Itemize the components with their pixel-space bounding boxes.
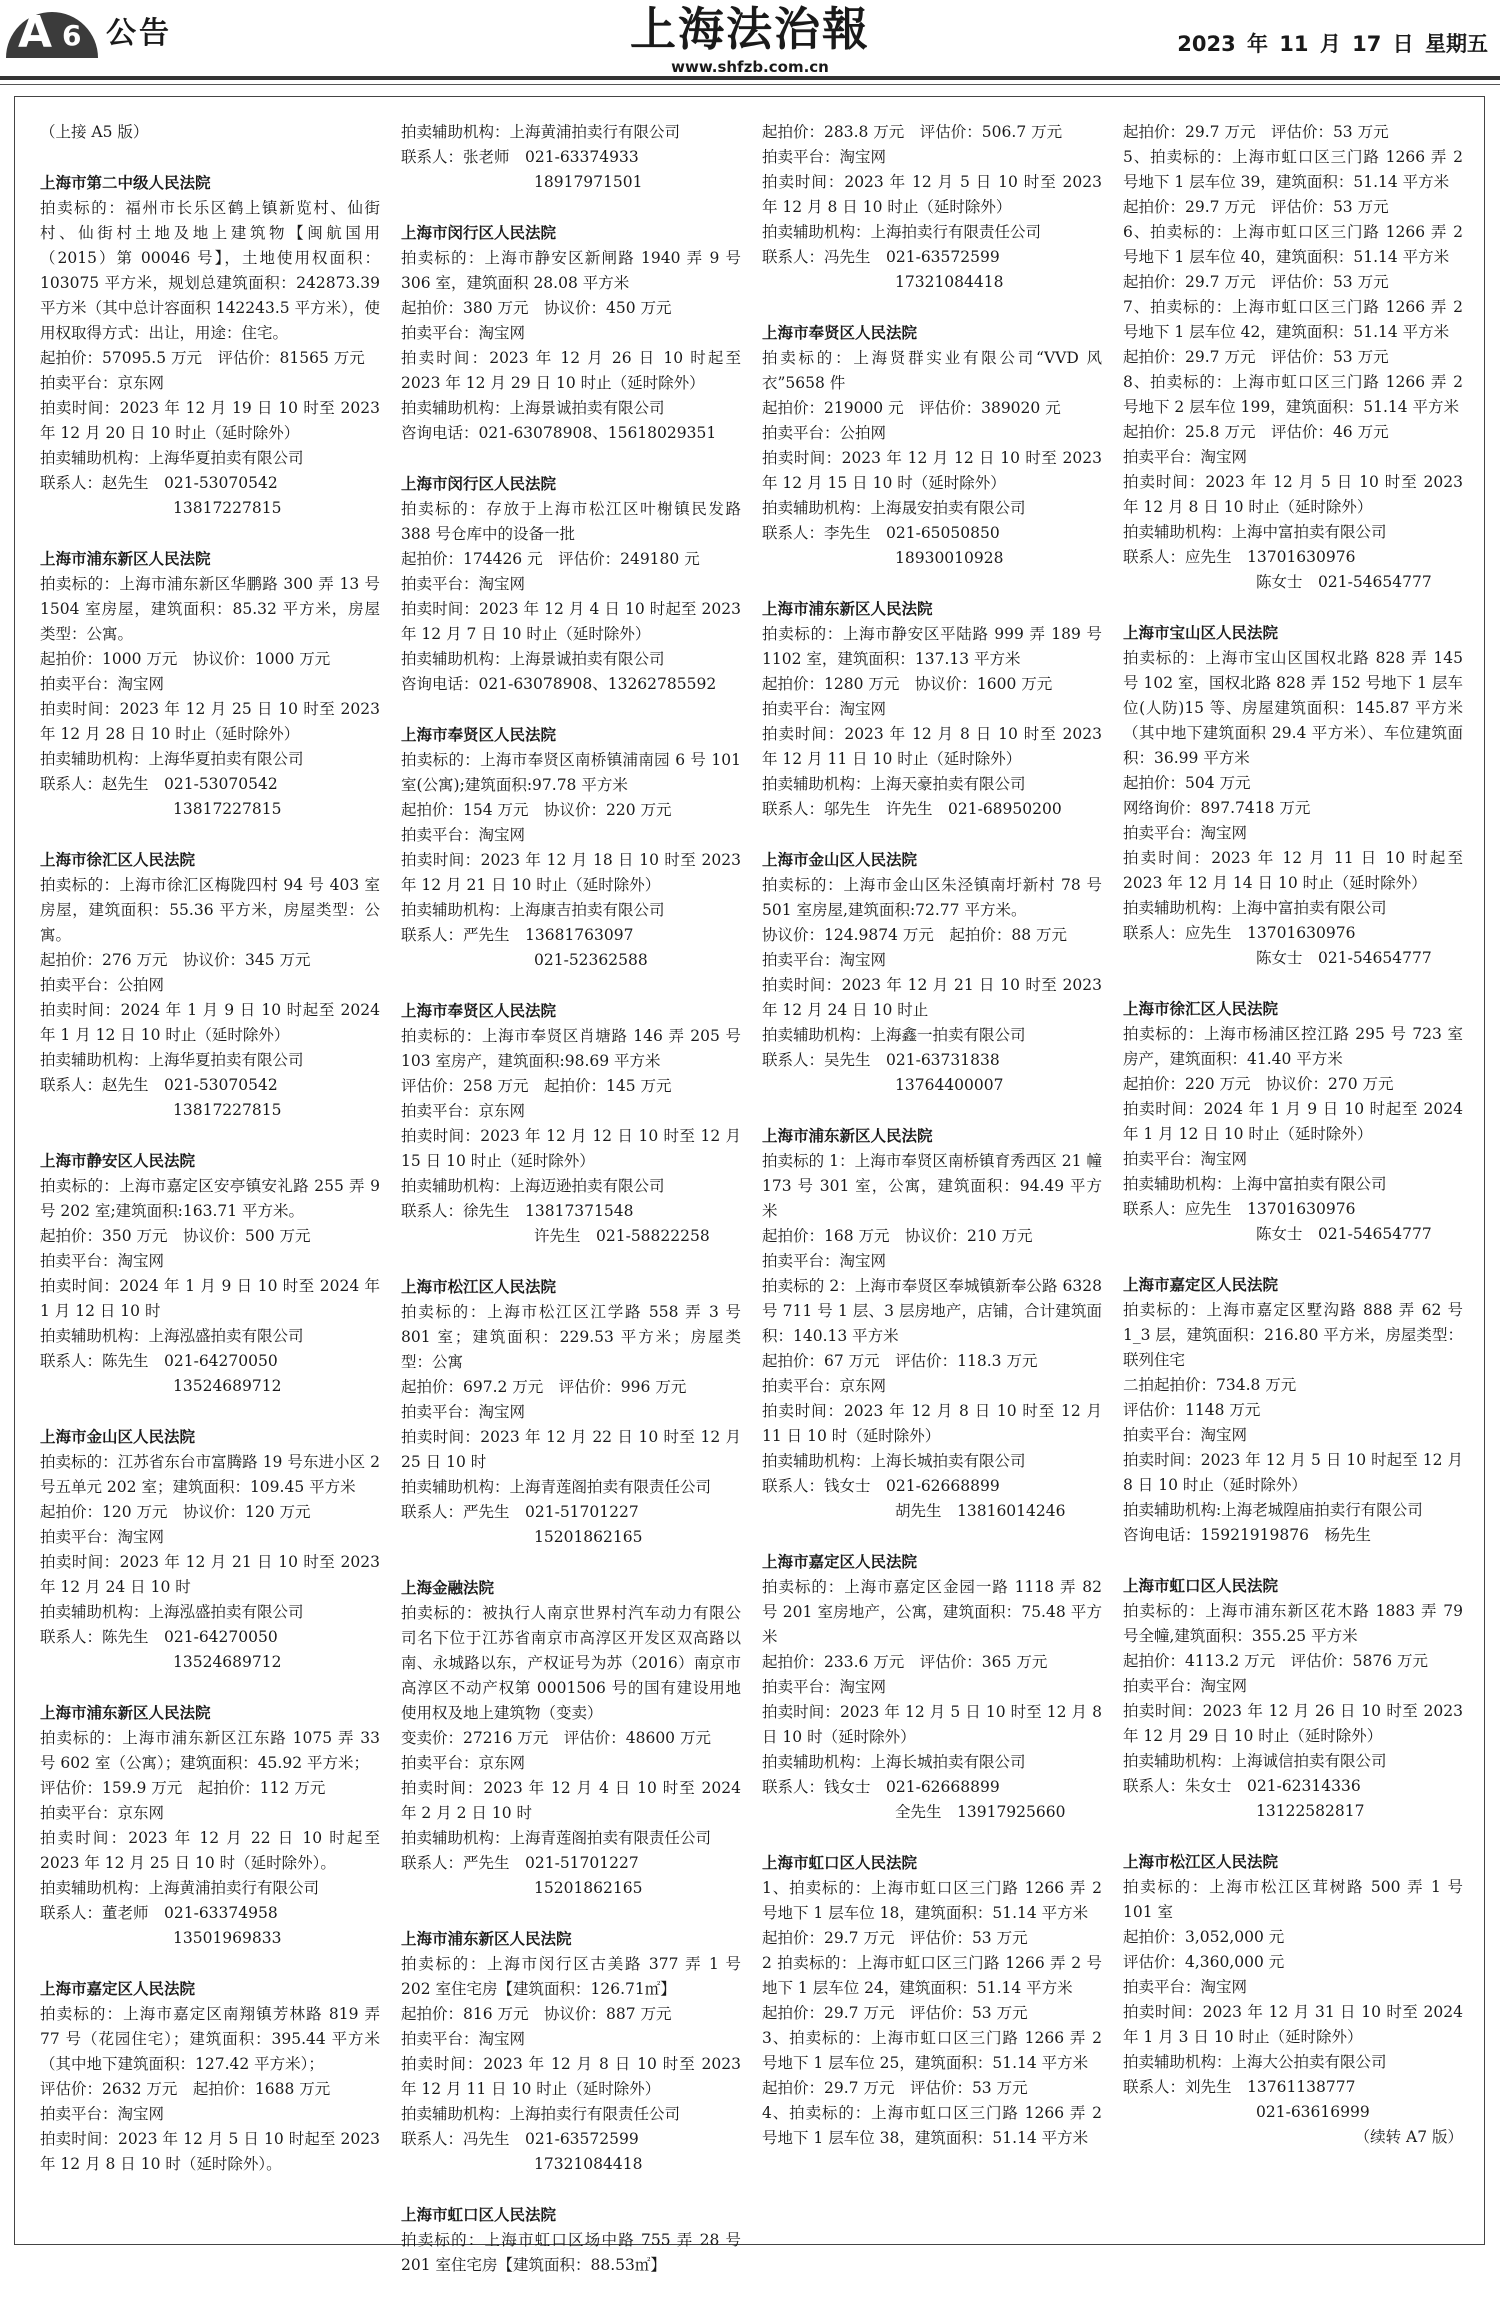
notice-line: 拍卖时间：2023 年 12 月 5 日 10 时起至 2023 年 12 月 8 日 10 时（延时除外）。 xyxy=(40,2130,380,2173)
contact-continuation: 13122582817 xyxy=(1256,1802,1365,1820)
notice-block xyxy=(401,1927,741,2177)
notice-line: 拍卖时间：2023 年 12 月 22 日 10 时至 12 月 25 日 10 时 xyxy=(401,1428,741,1471)
contact-continuation: 陈女士 021-54654777 xyxy=(1256,1225,1432,1243)
notice-line: 咨询电话：021-63078908、13262785592 xyxy=(401,675,717,693)
notice-line: 拍卖辅助机构:上海老城隍庙拍卖行有限公司 xyxy=(1123,1501,1423,1519)
court-name: 上海市松江区人民法院 xyxy=(401,1278,557,1296)
notice-block xyxy=(40,1977,380,2177)
notice-line: 拍卖时间：2024 年 1 月 9 日 10 时起至 2024 年 1 月 12 日 10 时止（延时除外） xyxy=(40,1001,380,1044)
notice-line: （上接 A5 版） xyxy=(40,123,149,141)
contact-continuation: 15201862165 xyxy=(534,1528,643,1546)
notice-line: 拍卖时间：2023 年 12 月 26 日 10 时起至 2023 年 12 月 29 日 10 时止（延时除外） xyxy=(401,349,741,392)
notice-line: 联系人：应先生 13701630976 xyxy=(1123,1200,1356,1218)
contact-continuation: 17321084418 xyxy=(534,2155,643,2173)
notice-block xyxy=(401,221,741,446)
notice-line: 拍卖时间：2023 年 12 月 25 日 10 时至 2023 年 12 月 28 日 10 时止（延时除外） xyxy=(40,700,380,743)
notice-line: 拍卖辅助机构：上海景诚拍卖有限公司 xyxy=(401,399,665,417)
notice-line: 联系人：应先生 13701630976 xyxy=(1123,548,1356,566)
court-name: 上海市浦东新区人民法院 xyxy=(762,1127,933,1145)
contact-continuation: 13524689712 xyxy=(173,1377,282,1395)
notice-line: 拍卖平台：淘宝网 xyxy=(401,324,526,342)
court-name: 上海市虹口区人民法院 xyxy=(1123,1577,1279,1595)
notice-line: 起拍价：29.7 万元 评估价：53 万元 xyxy=(762,1929,1028,1947)
contact-continuation: 13817227815 xyxy=(173,800,282,818)
notice-line: 评估价：258 万元 起拍价：145 万元 xyxy=(401,1077,672,1095)
notice-line: 起拍价：29.7 万元 评估价：53 万元 xyxy=(1123,123,1389,141)
notice-line: 拍卖辅助机构：上海拍卖行有限责任公司 xyxy=(401,2105,681,2123)
contact-continuation: 13817227815 xyxy=(173,1101,282,1119)
notice-line: 起拍价：380 万元 协议价：450 万元 xyxy=(401,299,672,317)
notice-block xyxy=(1123,1574,1463,1824)
notice-line: 拍卖辅助机构：上海泓盛拍卖有限公司 xyxy=(40,1603,304,1621)
notice-line: 拍卖辅助机构：上海诚信拍卖有限公司 xyxy=(1123,1752,1387,1770)
notice-line: 拍卖辅助机构：上海华夏拍卖有限公司 xyxy=(40,449,304,467)
notice-line: 拍卖时间：2023 年 12 月 19 日 10 时至 2023 年 12 月 20 日 10 时止（延时除外） xyxy=(40,399,380,442)
notice-line: 起拍价：219000 元 评估价：389020 元 xyxy=(762,399,1061,417)
notice-line: 拍卖辅助机构：上海长城拍卖有限公司 xyxy=(762,1452,1026,1470)
notice-line: 拍卖辅助机构：上海黄浦拍卖行有限公司 xyxy=(401,123,681,141)
court-name: 上海市闵行区人民法院 xyxy=(401,475,557,493)
notice-block xyxy=(401,999,741,1249)
notice-line: 拍卖标的：上海市嘉定区安亭镇安礼路 255 弄 9 号 202 室;建筑面积:163.71 平方米。 xyxy=(40,1177,380,1220)
page-letter: A xyxy=(18,7,53,58)
contact-continuation: 17321084418 xyxy=(895,273,1004,291)
notice-line: 拍卖标的：上海市奉贤区肖塘路 146 弄 205 号 103 室房产，建筑面积:98.69 平方米 xyxy=(401,1027,741,1070)
notice-line: 拍卖辅助机构：上海长城拍卖有限公司 xyxy=(762,1753,1026,1771)
notice-line: 拍卖时间：2023 年 12 月 21 日 10 时至 2023 年 12 月 24 日 10 时止 xyxy=(762,976,1102,1019)
notice-line: 拍卖平台：淘宝网 xyxy=(762,1252,887,1270)
notice-line: 评估价：2632 万元 起拍价：1688 万元 xyxy=(40,2080,331,2098)
notice-line: 拍卖时间：2024 年 1 月 9 日 10 时至 2024 年 1 月 12 日 10 时 xyxy=(40,1277,380,1320)
notice-line: 拍卖标的：上海市嘉定区南翔镇芳林路 819 弄 77 号（花园住宅）；建筑面积：395.44 平方米（其中地下建筑面积：127.42 平方米）； xyxy=(40,2005,380,2073)
notice-line: 拍卖时间：2023 年 12 月 5 日 10 时至 2023 年 12 月 8 日 10 时止（延时除外） xyxy=(762,173,1102,216)
notice-line: 拍卖时间：2023 年 12 月 8 日 10 时至 2023 年 12 月 11 日 10 时止（延时除外） xyxy=(762,725,1102,768)
notice-block xyxy=(40,848,380,1123)
notice-line: 拍卖标的：上海市静安区平陆路 999 弄 189 号 1102 室，建筑面积：137.13 平方米 xyxy=(762,625,1102,668)
notice-block xyxy=(762,1851,1102,2151)
court-name: 上海市金山区人民法院 xyxy=(762,851,918,869)
notice-line: 联系人：赵先生 021-53070542 xyxy=(40,474,278,492)
notice-line: 6、拍卖标的：上海市虹口区三门路 1266 弄 2 号地下 1 层车位 40，建筑面积：51.14 平方米 xyxy=(1123,223,1463,266)
notice-line: 4、拍卖标的：上海市虹口区三门路 1266 弄 2 号地下 1 层车位 38，建筑面积：51.14 平方米 xyxy=(762,2104,1102,2147)
notice-line: 起拍价：29.7 万元 评估价：53 万元 xyxy=(762,2079,1028,2097)
notice-line: 拍卖辅助机构：上海拍卖行有限责任公司 xyxy=(762,223,1042,241)
notice-line: 网络询价：897.7418 万元 xyxy=(1123,799,1311,817)
notice-line: 拍卖时间：2023 年 12 月 21 日 10 时至 2023 年 12 月 24 日 10 时 xyxy=(40,1553,380,1596)
notice-line: 起拍价：283.8 万元 评估价：506.7 万元 xyxy=(762,123,1063,141)
notice-block xyxy=(40,1701,380,1951)
contact-continuation: 18930010928 xyxy=(895,549,1004,567)
court-name: 上海市嘉定区人民法院 xyxy=(1123,1276,1279,1294)
notice-line: 拍卖平台：淘宝网 xyxy=(1123,448,1248,466)
notice-line: 拍卖平台：淘宝网 xyxy=(1123,1426,1248,1444)
notice-line: 拍卖平台：京东网 xyxy=(401,1102,526,1120)
notice-line: 起拍价：816 万元 协议价：887 万元 xyxy=(401,2005,672,2023)
notice-line: 起拍价：168 万元 协议价：210 万元 xyxy=(762,1227,1033,1245)
notice-line: 变卖价：27216 万元 评估价：48600 万元 xyxy=(401,1729,711,1747)
notice-line: 拍卖标的：上海贤群实业有限公司“VVD 风衣”5658 件 xyxy=(762,349,1102,392)
notice-line: 拍卖标的：上海市浦东新区江东路 1075 弄 33 号 602 室（公寓）；建筑面积：45.92 平方米； xyxy=(40,1729,380,1772)
notice-line: 联系人：严先生 13681763097 xyxy=(401,926,634,944)
notice-block xyxy=(401,120,741,195)
notice-line: 拍卖平台：淘宝网 xyxy=(762,1678,887,1696)
contact-continuation: 13764400007 xyxy=(895,1076,1004,1094)
court-name: 上海市静安区人民法院 xyxy=(40,1152,196,1170)
notice-line: 起拍价：3,052,000 元 xyxy=(1123,1928,1285,1946)
notice-line: 拍卖平台：淘宝网 xyxy=(401,575,526,593)
notice-block xyxy=(40,547,380,822)
court-name: 上海市浦东新区人民法院 xyxy=(40,550,211,568)
contact-continuation: 15201862165 xyxy=(534,1879,643,1897)
page-number: 6 xyxy=(62,19,82,52)
notice-line: 联系人：严先生 021-51701227 xyxy=(401,1503,639,1521)
notice-line: 拍卖平台：京东网 xyxy=(401,1754,526,1772)
notice-line: 拍卖辅助机构：上海康吉拍卖有限公司 xyxy=(401,901,665,919)
notice-block xyxy=(40,1149,380,1399)
notice-line: 拍卖时间：2023 年 12 月 22 日 10 时起至 2023 年 12 月 25 日 10 时（延时除外）。 xyxy=(40,1829,380,1872)
notice-line: 拍卖时间：2023 年 12 月 8 日 10 时至 12 月 11 日 10 时（延时除外） xyxy=(762,1402,1102,1445)
notice-line: 拍卖辅助机构：上海景诚拍卖有限公司 xyxy=(401,650,665,668)
notice-line: 拍卖标的：上海市嘉定区墅沟路 888 弄 62 号 1_3 层，建筑面积：216.80 平方米，房屋类型：联列住宅 xyxy=(1123,1301,1463,1369)
notice-line: 拍卖标的：上海市闵行区古美路 377 弄 1 号 202 室住宅房【建筑面积：126.71㎡】 xyxy=(401,1955,741,1998)
notice-block xyxy=(1123,1273,1463,1548)
notice-line: 拍卖时间：2024 年 1 月 9 日 10 时起至 2024 年 1 月 12 日 10 时止（延时除外） xyxy=(1123,1100,1463,1143)
contact-continuation: 13817227815 xyxy=(173,499,282,517)
notice-line: 3、拍卖标的：上海市虹口区三门路 1266 弄 2 号地下 1 层车位 25，建筑面积：51.14 平方米 xyxy=(762,2029,1102,2072)
notice-line: 拍卖平台：淘宝网 xyxy=(401,1403,526,1421)
notice-line: 起拍价：29.7 万元 评估价：53 万元 xyxy=(1123,348,1389,366)
notice-line: 拍卖辅助机构：上海华夏拍卖有限公司 xyxy=(40,1051,304,1069)
notice-line: 拍卖标的 2：上海市奉贤区奉城镇新奉公路 6328 号 711 号 1 层、3 层房地产，店铺，合计建筑面积：140.13 平方米 xyxy=(762,1277,1102,1345)
notice-block xyxy=(762,1124,1102,1524)
notice-block xyxy=(40,1425,380,1675)
notice-line: 拍卖平台：京东网 xyxy=(762,1377,887,1395)
notice-line: 拍卖时间：2023 年 12 月 4 日 10 时起至 2023 年 12 月 7 日 10 时止（延时除外） xyxy=(401,600,741,643)
notice-line: 拍卖辅助机构：上海黄浦拍卖行有限公司 xyxy=(40,1879,320,1897)
notice-line: 起拍价：1000 万元 协议价：1000 万元 xyxy=(40,650,331,668)
notice-column-1 xyxy=(40,120,380,2203)
notice-line: 拍卖平台：淘宝网 xyxy=(401,826,526,844)
notice-line: 拍卖辅助机构：上海中富拍卖有限公司 xyxy=(1123,523,1387,541)
notice-block xyxy=(401,1275,741,1550)
notice-line: 拍卖标的：上海市宝山区国权北路 828 弄 145 号 102 室，国权北路 828 弄 152 号地下 1 层车位(人防)15 等、房屋建筑面积：145.87 平方米（其中地下建筑面积 29.4 平方米）、车位建筑面积：36.99 平方米 xyxy=(1123,649,1463,767)
notice-line: 2 拍卖标的：上海市虹口区三门路 1266 弄 2 号地下 1 层车位 24，建筑面积：51.14 平方米 xyxy=(762,1954,1102,1997)
section-title: 公告 xyxy=(106,16,172,51)
notice-line: 拍卖平台：京东网 xyxy=(40,374,165,392)
notice-line: 8、拍卖标的：上海市虹口区三门路 1266 弄 2 号地下 2 层车位 199，建筑面积：51.14 平方米 xyxy=(1123,373,1463,416)
contact-continuation: 021-63616999 xyxy=(1256,2103,1370,2121)
notice-block xyxy=(762,120,1102,295)
contact-continuation: 全先生 13917925660 xyxy=(895,1803,1066,1821)
notice-line: 起拍价：233.6 万元 评估价：365 万元 xyxy=(762,1653,1048,1671)
notice-line: 联系人：吴先生 021-63731838 xyxy=(762,1051,1000,1069)
notice-line: 拍卖标的 1：上海市奉贤区南桥镇育秀西区 21 幢 173 号 301 室，公寓，建筑面积：94.49 平方米 xyxy=(762,1152,1102,1220)
court-name: 上海市宝山区人民法院 xyxy=(1123,624,1279,642)
notice-line: 起拍价：67 万元 评估价：118.3 万元 xyxy=(762,1352,1038,1370)
notice-line: 拍卖平台：淘宝网 xyxy=(1123,1677,1248,1695)
notice-line: 拍卖时间：2023 年 12 月 11 日 10 时起至 2023 年 12 月 14 日 10 时止（延时除外） xyxy=(1123,849,1463,892)
notice-line: 咨询电话：15921919876 杨先生 xyxy=(1123,1526,1371,1544)
notice-line: 拍卖时间：2023 年 12 月 5 日 10 时至 2023 年 12 月 8 日 10 时止（延时除外） xyxy=(1123,473,1463,516)
notice-line: 起拍价：220 万元 协议价：270 万元 xyxy=(1123,1075,1394,1093)
notice-line: 拍卖标的：存放于上海市松江区叶榭镇民发路 388 号仓库中的设备一批 xyxy=(401,500,741,543)
notice-line: 联系人：冯先生 021-63572599 xyxy=(401,2130,639,2148)
notice-line: 联系人：冯先生 021-63572599 xyxy=(762,248,1000,266)
court-name: 上海市第二中级人民法院 xyxy=(40,174,211,192)
notice-line: 起拍价：276 万元 协议价：345 万元 xyxy=(40,951,311,969)
contact-continuation: 18917971501 xyxy=(534,173,643,191)
continuation-note: （续转 A7 版） xyxy=(1354,2128,1463,2146)
notice-column-3 xyxy=(762,120,1102,2177)
notice-line: 拍卖时间：2023 年 12 月 5 日 10 时起至 12 月 8 日 10 时止（延时除外） xyxy=(1123,1451,1463,1494)
notice-block xyxy=(1123,997,1463,1247)
notice-line: 联系人：朱女士 021-62314336 xyxy=(1123,1777,1361,1795)
contact-continuation: 许先生 021-58822258 xyxy=(534,1227,710,1245)
notice-block xyxy=(762,1550,1102,1825)
notice-line: 拍卖平台：淘宝网 xyxy=(40,1528,165,1546)
notice-line: 1、拍卖标的：上海市虹口区三门路 1266 弄 2 号地下 1 层车位 18，建筑面积：51.14 平方米 xyxy=(762,1879,1102,1922)
notice-line: 协议价：124.9874 万元 起拍价：88 万元 xyxy=(762,926,1068,944)
notice-line: 起拍价：174426 元 评估价：249180 元 xyxy=(401,550,700,568)
header-rule-thick xyxy=(0,76,1500,80)
contact-continuation: 13524689712 xyxy=(173,1653,282,1671)
notice-line: 拍卖标的：上海市金山区朱泾镇南圩新村 78 号 501 室房屋,建筑面积:72.77 平方米。 xyxy=(762,876,1102,919)
notice-line: 联系人：刘先生 13761138777 xyxy=(1123,2078,1356,2096)
notice-line: 拍卖辅助机构：上海中富拍卖有限公司 xyxy=(1123,899,1387,917)
website-url: www.shfzb.com.cn xyxy=(671,58,829,76)
notice-line: 二拍起拍价：734.8 万元 xyxy=(1123,1376,1297,1394)
notice-line: 拍卖平台：淘宝网 xyxy=(762,951,887,969)
notice-block xyxy=(1123,621,1463,971)
notice-block xyxy=(1123,120,1463,595)
notice-line: 拍卖平台：淘宝网 xyxy=(1123,824,1248,842)
notice-line: 评估价：1148 万元 xyxy=(1123,1401,1261,1419)
notice-block xyxy=(762,848,1102,1098)
notice-line: 起拍价：350 万元 协议价：500 万元 xyxy=(40,1227,311,1245)
notice-line: 7、拍卖标的：上海市虹口区三门路 1266 弄 2 号地下 1 层车位 42，建筑面积：51.14 平方米 xyxy=(1123,298,1463,341)
notice-line: 起拍价：697.2 万元 评估价：996 万元 xyxy=(401,1378,687,1396)
court-name: 上海市奉贤区人民法院 xyxy=(762,324,918,342)
court-name: 上海金融法院 xyxy=(401,1579,495,1597)
issue-date: 2023 年 11 月 17 日 星期五 xyxy=(1177,32,1488,56)
notice-line: 拍卖平台：公拍网 xyxy=(40,976,165,994)
court-name: 上海市浦东新区人民法院 xyxy=(762,600,933,618)
notice-line: 联系人：陈先生 021-64270050 xyxy=(40,1352,278,1370)
court-name: 上海市嘉定区人民法院 xyxy=(762,1553,918,1571)
contact-continuation: 13501969833 xyxy=(173,1929,282,1947)
notice-line: 拍卖辅助机构：上海天豪拍卖有限公司 xyxy=(762,775,1026,793)
notice-line: 联系人：严先生 021-51701227 xyxy=(401,1854,639,1872)
notice-line: 拍卖标的：上海市奉贤区南桥镇浦南园 6 号 101 室(公寓);建筑面积:97.78 平方米 xyxy=(401,751,741,794)
notice-line: 拍卖平台：淘宝网 xyxy=(1123,1978,1248,1996)
notice-line: 拍卖平台：淘宝网 xyxy=(40,1252,165,1270)
contact-continuation: 陈女士 021-54654777 xyxy=(1256,949,1432,967)
notice-line: 拍卖辅助机构：上海晟安拍卖有限公司 xyxy=(762,499,1026,517)
notice-line: 咨询电话：021-63078908、15618029351 xyxy=(401,424,717,442)
court-name: 上海市奉贤区人民法院 xyxy=(401,726,557,744)
notice-line: 5、拍卖标的：上海市虹口区三门路 1266 弄 2 号地下 1 层车位 39，建筑面积：51.14 平方米 xyxy=(1123,148,1463,191)
notice-line: 拍卖平台：淘宝网 xyxy=(40,2105,165,2123)
notice-line: 联系人：李先生 021-65050850 xyxy=(762,524,1000,542)
notice-line: 评估价：159.9 万元 起拍价：112 万元 xyxy=(40,1779,326,1797)
notice-block xyxy=(401,2203,741,2278)
court-name: 上海市徐汇区人民法院 xyxy=(40,851,196,869)
notice-line: 拍卖平台：淘宝网 xyxy=(401,2030,526,2048)
notice-line: 拍卖标的：上海市松江区茸树路 500 弄 1 号 101 室 xyxy=(1123,1878,1463,1921)
notice-line: 起拍价：504 万元 xyxy=(1123,774,1251,792)
court-name: 上海市奉贤区人民法院 xyxy=(401,1002,557,1020)
notice-line: 起拍价：1280 万元 协议价：1600 万元 xyxy=(762,675,1053,693)
notice-line: 起拍价：29.7 万元 评估价：53 万元 xyxy=(1123,273,1389,291)
notice-line: 拍卖时间：2023 年 12 月 12 日 10 时至 12 月 15 日 10 时止（延时除外） xyxy=(401,1127,741,1170)
notice-block xyxy=(762,597,1102,822)
notice-line: 拍卖辅助机构：上海中富拍卖有限公司 xyxy=(1123,1175,1387,1193)
notice-line: 联系人：邬先生 许先生 021-68950200 xyxy=(762,800,1062,818)
notice-line: 起拍价：4113.2 万元 评估价：5876 万元 xyxy=(1123,1652,1429,1670)
notice-line: 拍卖标的：上海市虹口区场中路 755 弄 28 号 201 室住宅房【建筑面积：88.53㎡】 xyxy=(401,2231,741,2274)
court-name: 上海市浦东新区人民法院 xyxy=(401,1930,572,1948)
notice-block xyxy=(762,321,1102,571)
notice-line: 联系人：钱女士 021-62668899 xyxy=(762,1477,1000,1495)
notice-line: 拍卖平台：京东网 xyxy=(40,1804,165,1822)
notice-line: 联系人：应先生 13701630976 xyxy=(1123,924,1356,942)
court-name: 上海市徐汇区人民法院 xyxy=(1123,1000,1279,1018)
notice-line: 起拍价：57095.5 万元 评估价：81565 万元 xyxy=(40,349,365,367)
page-number-badge xyxy=(6,4,106,60)
notice-line: 起拍价：29.7 万元 评估价：53 万元 xyxy=(762,2004,1028,2022)
masthead xyxy=(0,0,1500,75)
newspaper-logo: 上海法治報 xyxy=(630,2,870,56)
court-name: 上海市虹口区人民法院 xyxy=(401,2206,557,2224)
notice-line: 拍卖平台：淘宝网 xyxy=(762,700,887,718)
court-name: 上海市松江区人民法院 xyxy=(1123,1853,1279,1871)
court-name: 上海市金山区人民法院 xyxy=(40,1428,196,1446)
notice-line: 拍卖时间：2023 年 12 月 26 日 10 时至 2023 年 12 月 29 日 10 时止（延时除外） xyxy=(1123,1702,1463,1745)
notice-block xyxy=(1123,1850,1463,2150)
notice-column-2 xyxy=(401,120,741,2304)
notice-block xyxy=(40,171,380,521)
notice-line: 拍卖辅助机构：上海青莲阁拍卖有限责任公司 xyxy=(401,1829,712,1847)
notice-line: 拍卖标的：福州市长乐区鹤上镇新览村、仙街村、仙街村土地及地上建筑物【闽航国用（2015）第 00046 号】，土地使用权面积：103075 平方米，规划总建筑面积：242873.39 平方米（其中总计容面积 142243.5 平方米），使用权取得方式：出让，用途：住宅。 xyxy=(40,199,380,342)
notice-line: 起拍价：154 万元 协议价：220 万元 xyxy=(401,801,672,819)
notice-line: 联系人：陈先生 021-64270050 xyxy=(40,1628,278,1646)
notice-line: 评估价：4,360,000 元 xyxy=(1123,1953,1285,1971)
notice-line: 拍卖标的：上海市浦东新区花木路 1883 弄 79 号全幢,建筑面积：355.25 平方米 xyxy=(1123,1602,1463,1645)
notice-line: 拍卖时间：2023 年 12 月 8 日 10 时至 2023 年 12 月 11 日 10 时止（延时除外） xyxy=(401,2055,741,2098)
notice-line: 联系人：钱女士 021-62668899 xyxy=(762,1778,1000,1796)
notice-column-4 xyxy=(1123,120,1463,2176)
contact-continuation: 021-52362588 xyxy=(534,951,648,969)
notice-block xyxy=(401,723,741,973)
notice-line: 拍卖标的：被执行人南京世界村汽车动力有限公司名下位于江苏省南京市高淳区开发区双高路以南、永城路以东，产权证号为苏（2016）南京市高淳区不动产权第 0001506 号的国有建设用地使用权及地上建筑物（变卖） xyxy=(401,1604,741,1722)
contact-continuation: 胡先生 13816014246 xyxy=(895,1502,1066,1520)
notice-block xyxy=(401,472,741,697)
notice-line: 拍卖平台：淘宝网 xyxy=(1123,1150,1248,1168)
notice-line: 联系人：赵先生 021-53070542 xyxy=(40,775,278,793)
notice-line: 拍卖标的：江苏省东台市富腾路 19 号东进小区 2 号五单元 202 室；建筑面积：109.45 平方米 xyxy=(40,1453,380,1496)
notice-line: 起拍价：29.7 万元 评估价：53 万元 xyxy=(1123,198,1389,216)
notice-line: 拍卖标的：上海市浦东新区华鹏路 300 弄 13 号 1504 室房屋，建筑面积：85.32 平方米，房屋类型：公寓。 xyxy=(40,575,380,643)
notice-line: 拍卖时间：2023 年 12 月 5 日 10 时至 12 月 8 日 10 时（延时除外） xyxy=(762,1703,1102,1746)
notice-line: 拍卖平台：淘宝网 xyxy=(40,675,165,693)
court-name: 上海市嘉定区人民法院 xyxy=(40,1980,196,1998)
notice-line: 起拍价：120 万元 协议价：120 万元 xyxy=(40,1503,311,1521)
notice-line: 拍卖辅助机构：上海大公拍卖有限公司 xyxy=(1123,2053,1387,2071)
notice-line: 联系人：徐先生 13817371548 xyxy=(401,1202,634,1220)
notice-line: 拍卖辅助机构：上海鑫一拍卖有限公司 xyxy=(762,1026,1026,1044)
notice-line: 拍卖时间：2023 年 12 月 18 日 10 时至 2023 年 12 月 21 日 10 时止（延时除外） xyxy=(401,851,741,894)
notice-line: 拍卖标的：上海市杨浦区控江路 295 号 723 室房产，建筑面积：41.40 平方米 xyxy=(1123,1025,1463,1068)
notice-line: 拍卖平台：公拍网 xyxy=(762,424,887,442)
notice-line: 拍卖辅助机构：上海泓盛拍卖有限公司 xyxy=(40,1327,304,1345)
notice-line: 拍卖标的：上海市静安区新闸路 1940 弄 9 号 306 室，建筑面积 28.08 平方米 xyxy=(401,249,741,292)
header-rule-thin xyxy=(0,84,1500,85)
court-name: 上海市虹口区人民法院 xyxy=(762,1854,918,1872)
court-name: 上海市浦东新区人民法院 xyxy=(40,1704,211,1722)
notice-line: 拍卖时间：2023 年 12 月 12 日 10 时至 2023 年 12 月 15 日 10 时（延时除外） xyxy=(762,449,1102,492)
notice-line: 拍卖标的：上海市嘉定区金园一路 1118 弄 82 号 201 室房地产，公寓，建筑面积：75.48 平方米 xyxy=(762,1578,1102,1646)
notice-block xyxy=(401,1576,741,1901)
court-name: 上海市闵行区人民法院 xyxy=(401,224,557,242)
notice-line: 拍卖辅助机构：上海迈逊拍卖有限公司 xyxy=(401,1177,665,1195)
contact-continuation: 陈女士 021-54654777 xyxy=(1256,573,1432,591)
notice-line: 拍卖时间：2023 年 12 月 31 日 10 时至 2024 年 1 月 3 日 10 时止（延时除外） xyxy=(1123,2003,1463,2046)
notice-line: 拍卖时间：2023 年 12 月 4 日 10 时至 2024 年 2 月 2 日 10 时 xyxy=(401,1779,741,1822)
notice-line: 联系人：赵先生 021-53070542 xyxy=(40,1076,278,1094)
notice-line: 拍卖标的：上海市徐汇区梅陇四村 94 号 403 室房屋，建筑面积：55.36 平方米，房屋类型：公寓。 xyxy=(40,876,380,944)
notice-line: 拍卖辅助机构：上海华夏拍卖有限公司 xyxy=(40,750,304,768)
notice-line: 起拍价：25.8 万元 评估价：46 万元 xyxy=(1123,423,1389,441)
notice-line: 拍卖辅助机构：上海青莲阁拍卖有限责任公司 xyxy=(401,1478,712,1496)
notice-line: 拍卖标的：上海市松江区江学路 558 弄 3 号 801 室；建筑面积：229.53 平方米；房屋类型：公寓 xyxy=(401,1303,741,1371)
notice-line: 联系人：张老师 021-63374933 xyxy=(401,148,639,166)
notice-line: 联系人：董老师 021-63374958 xyxy=(40,1904,278,1922)
notice-block xyxy=(40,120,380,145)
notice-line: 拍卖平台：淘宝网 xyxy=(762,148,887,166)
